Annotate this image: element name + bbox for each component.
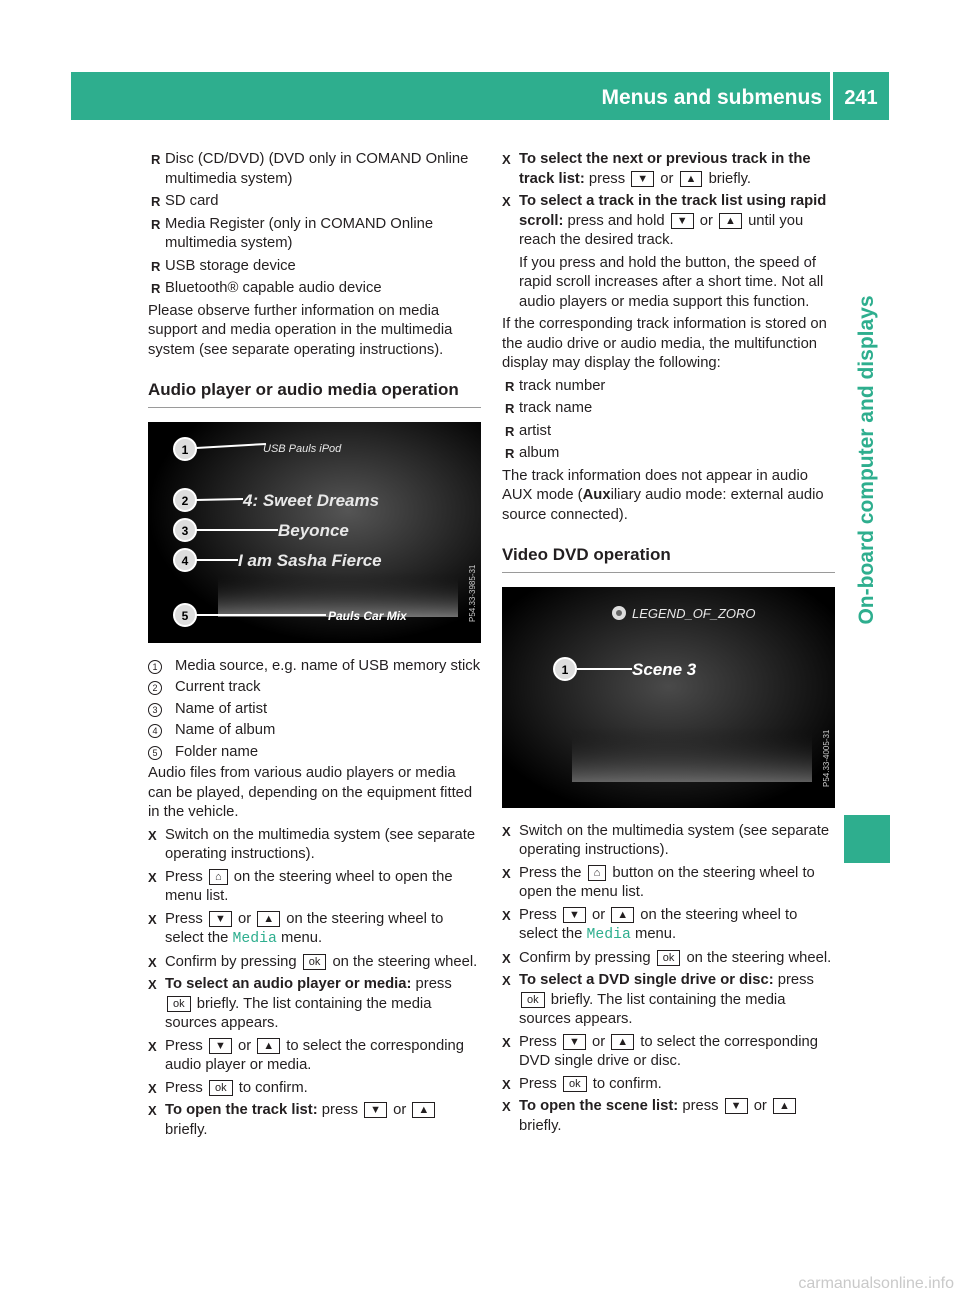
figure-source: USB Pauls iPod xyxy=(263,442,342,455)
step: X Switch on the multimedia system (see separate operating instructions). xyxy=(148,826,481,865)
home-key-icon: ⌂ xyxy=(588,865,607,881)
callout-label: 2 xyxy=(181,493,189,508)
ok-key-icon: ok xyxy=(167,996,191,1012)
up-key-icon: ▲ xyxy=(412,1102,435,1118)
heading-video: Video DVD operation xyxy=(502,545,835,573)
step: X To select a track in the track list using rapid scroll: press and hold ▼ or ▲ until you reach the desired track. xyxy=(502,192,835,251)
list-item: R SD card xyxy=(148,192,481,212)
callout-label: 1 xyxy=(181,442,189,457)
legend-item xyxy=(148,721,481,741)
up-key-icon: ▲ xyxy=(611,1034,634,1050)
list-item: R Media Register (only in COMAND Online multimedia system) xyxy=(148,215,481,254)
heading-audio: Audio player or audio media operation xyxy=(148,380,481,408)
ok-key-icon: ok xyxy=(657,950,681,966)
legend-text: Current track xyxy=(175,679,261,695)
legend-text: Folder name xyxy=(175,743,259,760)
legend-text: Media source, e.g. name of USB memory stick xyxy=(175,657,481,674)
figure-scene: Scene 3 xyxy=(632,659,697,679)
step: X Press ▼ or ▲ to select the corresponding DVD single drive or disc. xyxy=(502,1033,835,1072)
list-item: R album xyxy=(502,444,835,464)
callout-label: 4 xyxy=(181,553,189,568)
figure-folder: Pauls Car Mix xyxy=(328,608,407,623)
step: X To select the next or previous track in the track list: press ▼ or ▲ briefly. xyxy=(502,150,835,189)
list-item: R track number xyxy=(502,377,835,397)
step: X Press ok to confirm. xyxy=(148,1079,481,1099)
up-key-icon: ▲ xyxy=(719,213,742,229)
callout-label: 1 xyxy=(561,662,569,677)
legend-item xyxy=(148,700,481,720)
figure-artist: Beyonce xyxy=(278,520,349,540)
figure-audio xyxy=(148,422,481,643)
legend-text: Name of album xyxy=(175,722,276,738)
figure-title: LEGEND_OF_ZORO xyxy=(632,605,756,621)
side-marker xyxy=(844,815,890,863)
ok-key-icon: ok xyxy=(563,1076,587,1092)
down-key-icon: ▼ xyxy=(671,213,694,229)
ok-key-icon: ok xyxy=(209,1080,233,1096)
ok-key-icon: ok xyxy=(521,992,545,1008)
left-column xyxy=(148,150,481,1143)
paragraph: Please observe further information on media support and media operation in the multimedia system (see separate operating instructions). xyxy=(148,302,453,358)
up-key-icon: ▲ xyxy=(257,911,280,927)
list-item: R artist xyxy=(502,422,835,442)
list-item: R USB storage device xyxy=(148,257,481,277)
media-menu-name: Media xyxy=(232,931,277,947)
step-note: If you press and hold the button, the speed of rapid scroll increases after a short time. Not all audio players or media support this function. xyxy=(519,254,824,310)
step: X Confirm by pressing ok on the steering wheel. xyxy=(502,949,835,969)
step: X To select an audio player or media: press ok briefly. The list containing the media sources appears. xyxy=(148,975,481,1034)
step: X Press ▼ or ▲ to select the corresponding audio player or media. xyxy=(148,1037,481,1076)
down-key-icon: ▼ xyxy=(631,171,654,187)
legend-item xyxy=(148,678,481,698)
legend-item xyxy=(148,657,481,677)
figure-album: I am Sasha Fierce xyxy=(238,550,382,570)
figure-video xyxy=(502,587,835,808)
section-title: Menus and submenus xyxy=(601,86,822,109)
right-column xyxy=(502,150,835,1139)
step: X Press the ⌂ button on the steering wheel to open the menu list. xyxy=(502,864,835,903)
step: X Confirm by pressing ok on the steering wheel. xyxy=(148,953,481,973)
step: X Press ▼ or ▲ on the steering wheel to select the Media menu. xyxy=(502,906,835,946)
list-item: R track name xyxy=(502,399,835,419)
step: X Press ▼ or ▲ on the steering wheel to select the Media menu. xyxy=(148,910,481,950)
paragraph: If the corresponding track information is stored on the audio drive or audio media, the multifunction display may display the following: xyxy=(502,316,827,371)
down-key-icon: ▼ xyxy=(725,1098,748,1114)
ok-key-icon: ok xyxy=(303,954,327,970)
legend-number: 5 xyxy=(148,746,162,760)
step: X Switch on the multimedia system (see separate operating instructions). xyxy=(502,822,835,861)
up-key-icon: ▲ xyxy=(257,1038,280,1054)
list-item: R Bluetooth® capable audio device xyxy=(148,279,481,299)
legend-number: 2 xyxy=(148,681,162,695)
step: X To open the track list: press ▼ or ▲ briefly. xyxy=(148,1101,481,1140)
list-item: R Disc (CD/DVD) (DVD only in COMAND Online multimedia system) xyxy=(148,150,481,189)
down-key-icon: ▼ xyxy=(563,1034,586,1050)
step: X Press ⌂ on the steering wheel to open the menu list. xyxy=(148,868,481,907)
figure-track: 4: Sweet Dreams xyxy=(243,490,380,510)
home-key-icon: ⌂ xyxy=(209,869,228,885)
step: X Press ok to confirm. xyxy=(502,1075,835,1095)
watermark: carmanualsonline.info xyxy=(798,1275,954,1292)
legend-number: 3 xyxy=(148,703,162,717)
callout-label: 3 xyxy=(181,523,189,538)
side-tab-label: On-board computer and displays xyxy=(855,295,878,625)
up-key-icon: ▲ xyxy=(773,1098,796,1114)
down-key-icon: ▼ xyxy=(209,911,232,927)
media-menu-name: Media xyxy=(586,927,631,943)
figure-code: P54.33-4005-31 xyxy=(822,729,831,787)
paragraph: Audio files from various audio players or media can be played, depending on the equipment fitted in the vehicle. xyxy=(148,765,473,820)
legend-number: 1 xyxy=(148,660,162,674)
paragraph: The track information does not appear in audio AUX mode (Auxiliary audio mode: external audio source connected). xyxy=(502,467,824,523)
legend-item xyxy=(148,743,481,763)
down-key-icon: ▼ xyxy=(563,907,586,923)
legend-number: 4 xyxy=(148,724,162,738)
down-key-icon: ▼ xyxy=(209,1038,232,1054)
callout-label: 5 xyxy=(181,608,189,623)
side-tab xyxy=(844,120,890,800)
step: X To select a DVD single drive or disc: press ok briefly. The list containing the media sources appears. xyxy=(502,971,835,1030)
down-key-icon: ▼ xyxy=(364,1102,387,1118)
page-number: 241 xyxy=(844,87,878,109)
up-key-icon: ▲ xyxy=(680,171,703,187)
up-key-icon: ▲ xyxy=(611,907,634,923)
figure-code: P54.33-3985-31 xyxy=(468,564,477,622)
step: X To open the scene list: press ▼ or ▲ briefly. xyxy=(502,1097,835,1136)
legend-text: Name of artist xyxy=(175,700,268,717)
